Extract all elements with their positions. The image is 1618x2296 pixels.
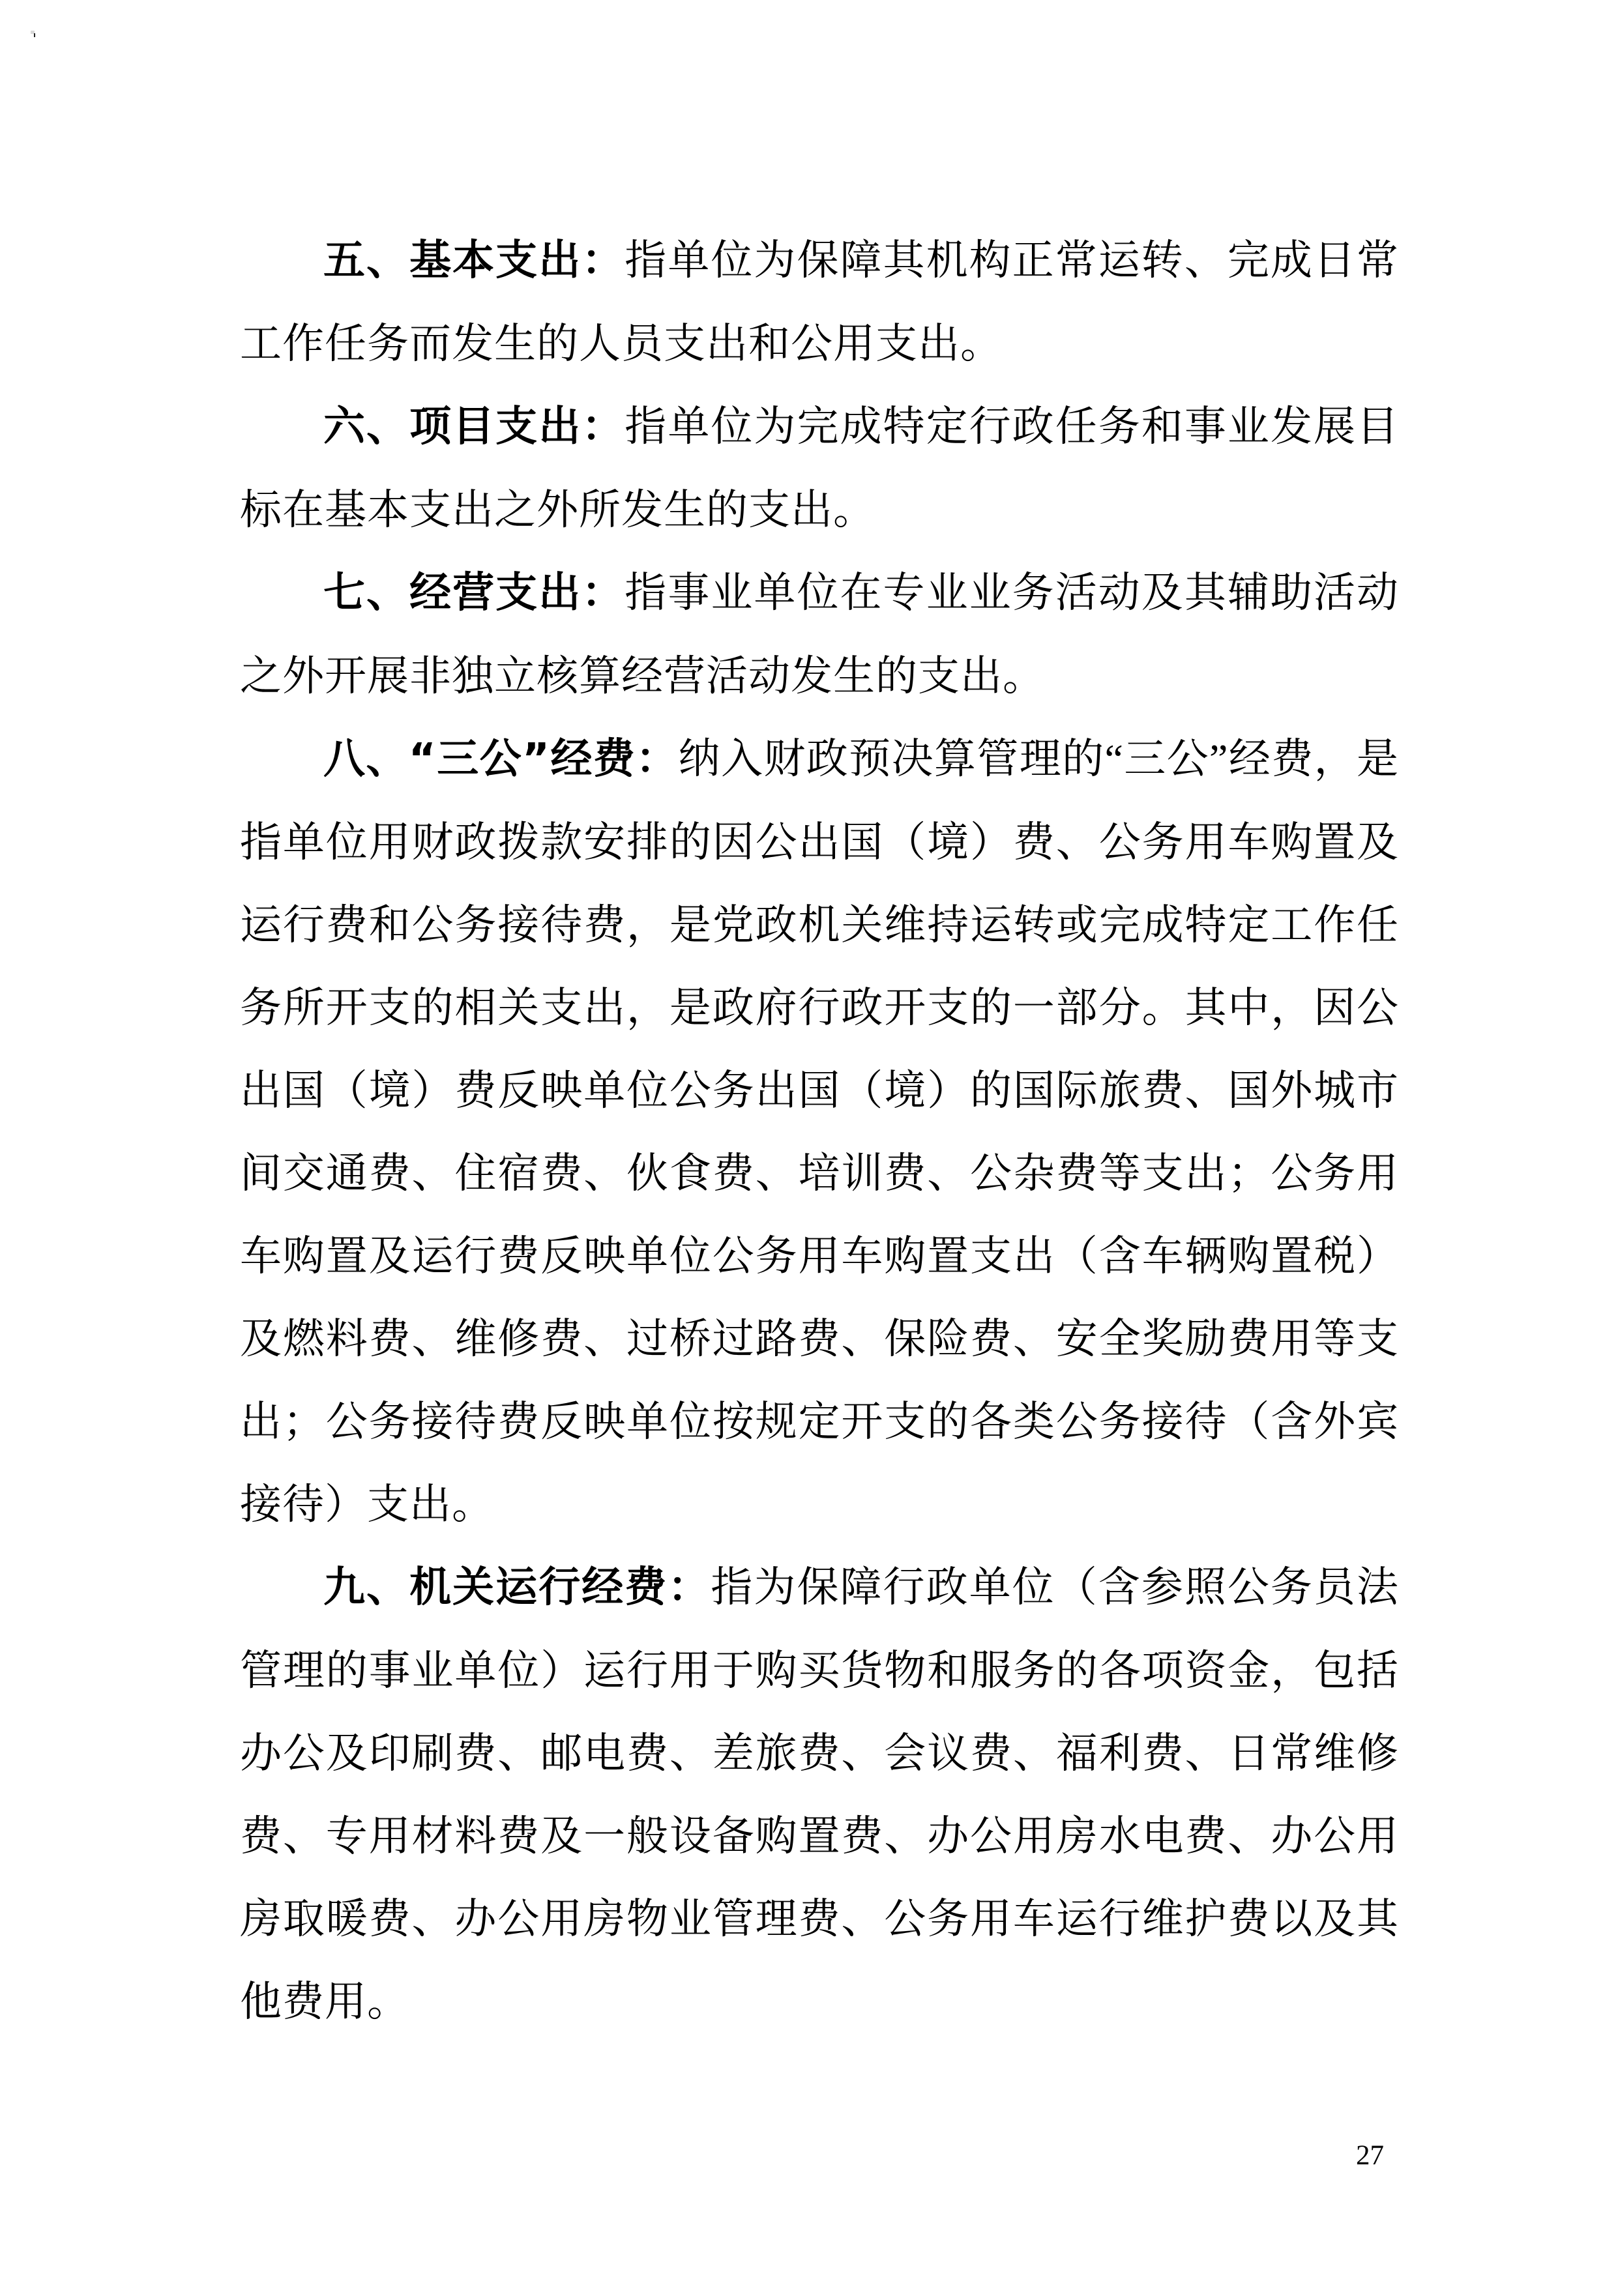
page-number: 27 [1356, 2140, 1384, 2171]
paragraph-lead: 七、经营支出： [323, 569, 625, 617]
paragraph-agency-operating-funds [240, 1546, 1399, 2043]
paragraph-lead: 九、机关运行经费： [323, 1563, 711, 1612]
paragraph-basic-expenditure [240, 219, 1399, 385]
paragraph-body: 指单位为保障其机构正常运转、完成日常工作任务而发生的人员支出和公用支出。 [240, 237, 1400, 367]
paragraph-operating-expenditure [240, 551, 1399, 718]
scan-artifact-speck [31, 31, 37, 36]
paragraph-three-public-funds [240, 718, 1399, 1546]
document-text-block [240, 219, 1399, 2043]
paragraph-lead: 六、项目支出： [323, 403, 625, 451]
paragraph-lead: 八、“三公”经费： [323, 735, 679, 783]
paragraph-body: 指单位为完成特定行政任务和事业发展目标在基本支出之外所发生的支出。 [240, 403, 1400, 533]
paragraph-project-expenditure [240, 385, 1399, 551]
paragraph-lead: 五、基本支出： [323, 237, 625, 285]
paragraph-body: 纳入财政预决算管理的“三公”经费，是指单位用财政拨款安排的因公出国（境）费、公务用车购置及运行费和公务接待费，是党政机关维持运转或完成特定工作任务所开支的相关支出，是政府行政开支的一部分。其中，因公出国（境）费反映单位公务出国（境）的国际旅费、国外城市间交通费、住宿费、伙食费、培训费、公杂费等支出；公务用车购置及运行费反映单位公务用车购置支出（含车辆购置税）及燃料费、维修费、过桥过路费、保险费、安全奖励费用等支出；公务接待费反映单位按规定开支的各类公务接待（含外宾接待）支出。 [240, 736, 1399, 1528]
paragraph-body: 指为保障行政单位（含参照公务员法管理的事业单位）运行用于购买货物和服务的各项资金，包括办公及印刷费、邮电费、差旅费、会议费、福利费、日常维修费、专用材料费及一般设备购置费、办公用房水电费、办公用房取暖费、办公用房物业管理费、公务用车运行维护费以及其他费用。 [240, 1564, 1399, 2025]
paragraph-body: 指事业单位在专业业务活动及其辅助活动之外开展非独立核算经营活动发生的支出。 [240, 570, 1400, 699]
